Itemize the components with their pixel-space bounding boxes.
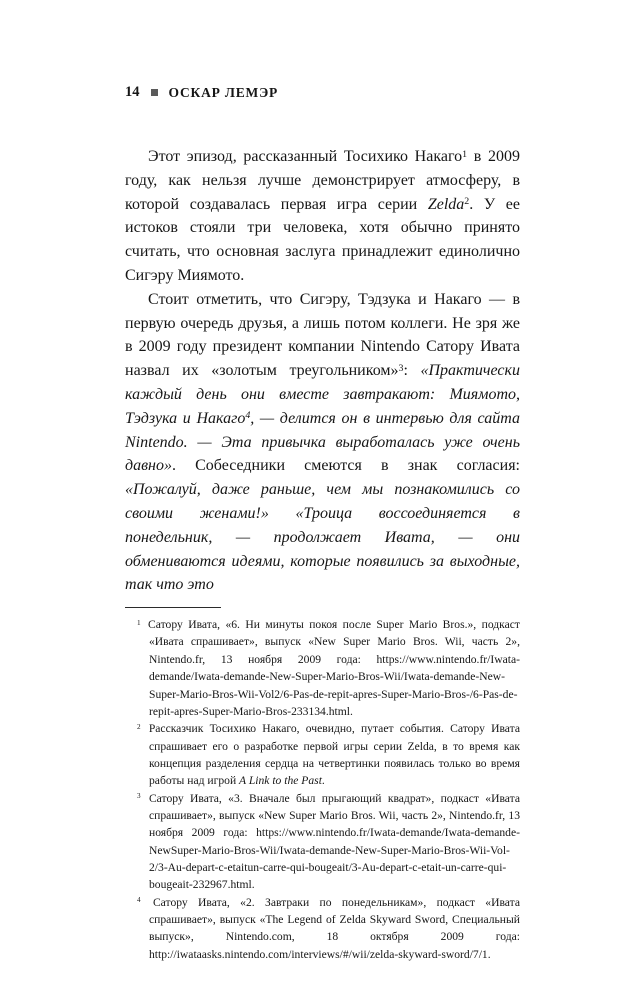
footnote-reference: 2 (464, 196, 470, 208)
text-run: в 2009 году, как нельзя лучше демонстрирует атмосферу, в которой создавалась первая игра серии (125, 148, 520, 213)
text-run: Этот эпизод, рассказанный Тосихико Накаго (148, 148, 463, 165)
footnote-marker: 1 (137, 618, 141, 627)
footnotes (125, 616, 520, 963)
footnote (125, 720, 520, 789)
text-run: Сатору Ивата, «3. Вначале был прыгающий квадрат», подкаст «Ивата спрашивает», выпуск «New Super Mario Bros. Wii, часть 2», Nintendo.fr, 13 ноября 2009 года: https://www.nintendo.fr/Iwata-demande/Iwata-demande-NewSuper-Mario-Bros-Wii/Iwata-demande-New-Super-Mario-Bros-Wii-Vol-2/3-Au-depart-c-etaitun-carre-qui-bougeait/3-Au-depart-c-etait-un-carre-qui-bougeait-232967.html. (148, 791, 520, 892)
text-run: A Link to the Past (239, 774, 322, 788)
footnote-reference: 3 (398, 362, 404, 374)
paragraph (125, 288, 520, 597)
footnote-marker: 2 (137, 722, 141, 731)
footnote-marker: 4 (137, 896, 141, 905)
footnote (125, 790, 520, 894)
square-bullet-icon (151, 89, 158, 96)
text-run: . У ее истоков стояли три человека, хотя обычно принято считать, что основная заслуга принадлежит единолично Сигэру Миямото. (125, 195, 520, 284)
footnote (125, 894, 520, 963)
footnote-reference: 1 (462, 148, 468, 160)
text-run: Сатору Ивата, «6. Ни минуты покоя после Super Mario Bros.», подкаст «Ивата спрашивает», выпуск «New Super Mario Bros. Wii, часть 2», Nintendo.fr, 13 ноября 2009 года: https://www.nintendo.fr/Iwata-demande/Iwata-demande-New-Super-Mario-Bros-Wii/Iwata-demande-New-Super-Mario-Bros-Wii-Vol2/6-Pas-de-repit-apres-Super-Mario-Bros-/6-Pas-de-repit-apres-Super-Mario-Bros-233134.html. (148, 618, 520, 718)
running-head-author: ОСКАР ЛЕМЭР (168, 84, 279, 100)
text-run: Zelda (427, 195, 465, 213)
text-run: : (403, 362, 421, 380)
page-number: 14 (125, 84, 140, 100)
footnote-marker: 3 (137, 792, 141, 801)
text-run: . (321, 774, 325, 788)
text-run: «Пожалуй, даже раньше, чем мы познакомились со своими женами!» «Троица воссоединяется в понедельник, — продолжает Ивата, — они обмениваются идеями, которые появились за выходные, так что это (125, 481, 520, 594)
text-run: , — делится он в интервью для сайта Nintendo. — Эта привычка выработалась уже очень давно» (125, 409, 520, 475)
footnote-reference: 4 (245, 410, 251, 422)
footnote (125, 616, 520, 720)
text-run: Стоит отметить, что Сигэру, Тэдзука и Накаго — в первую очередь друзья, а лишь потом коллеги. Не зря же в 2009 году президент компании Nintendo Сатору Ивата назвал их «золотым треугольником» (125, 290, 520, 380)
text-run: Рассказчик Тосихико Накаго, очевидно, путает события. Сатору Ивата спрашивает его о разработке первой игры серии Zelda, в то время как концепция разделения сердца на четвертинки появилась только во время работы над игрой (148, 722, 520, 788)
page-header (125, 84, 520, 101)
footnote-separator (125, 607, 221, 608)
body-text (125, 145, 520, 597)
text-run: Сатору Ивата, «2. Завтраки по понедельникам», подкаст «Ивата спрашивает», выпуск «The Legend of Zelda Skyward Sword, Специальный выпуск», Nintendo.com, 18 октября 2009 года: http://iwataasks.nintendo.com/interviews/#/wii/zelda-skyward-sword/7/1. (149, 895, 520, 961)
text-run: . Собеседники смеются в знак согласия: (171, 457, 520, 475)
paragraph (125, 145, 520, 288)
text-run: «Практически каждый день они вместе завтракают: Миямото, Тэдзука и Накаго (125, 362, 520, 427)
